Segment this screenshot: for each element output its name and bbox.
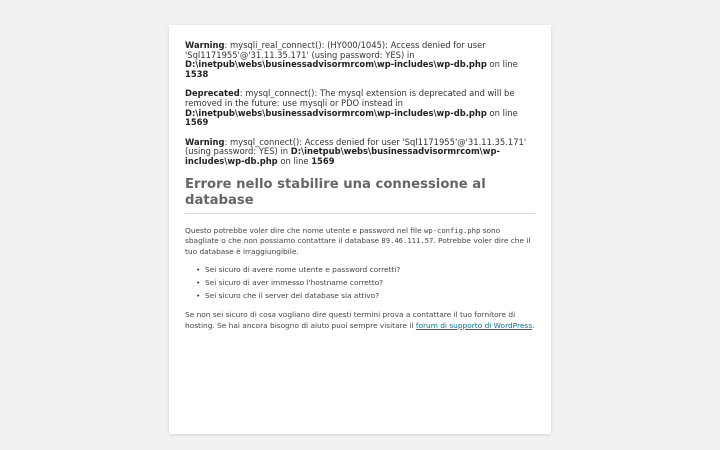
database-host: 89.46.111.57 [381, 236, 434, 246]
closing-text [185, 310, 535, 331]
php-warning [185, 41, 535, 79]
config-file-name: wp-config.php [424, 225, 481, 235]
checklist-item: • Sei sicuro di aver immesso l'hostname corretto? [205, 278, 535, 288]
warning-line-number: 1538 [185, 68, 209, 79]
warning-level: Deprecated [185, 88, 240, 99]
error-description-part: . Potrebbe voler dire che il tuo database è irraggiungibile. [185, 236, 531, 256]
closing-text-part: . [532, 320, 535, 330]
checklist-item: • Sei sicuro che il server del database sia attivo? [205, 291, 535, 301]
php-warning [185, 138, 535, 167]
php-deprecated-notice [185, 89, 535, 127]
warning-on-line: on line [277, 155, 312, 166]
error-page-card [169, 25, 551, 434]
warning-file: D:\inetpub\webs\businessadvisormrcom\wp-includes\wp-db.php [185, 107, 487, 118]
checklist-item: • Sei sicuro di avere nome utente e password corretti? [205, 265, 535, 275]
support-forum-link[interactable]: forum di supporto di WordPress [415, 320, 533, 330]
checklist [185, 265, 535, 301]
warning-line-number: 1569 [311, 155, 335, 166]
warning-message: : mysqli_real_connect(): (HY000/1045): Access denied for user 'Sql1171955'@'31.11.35.171' (using password: YES) in [185, 40, 486, 60]
warning-file: D:\inetpub\webs\businessadvisormrcom\wp-includes\wp-db.php [185, 59, 487, 70]
warning-level: Warning [185, 136, 225, 147]
warning-on-line: on line [486, 107, 518, 118]
error-description-part: sono sbagliate o che non possiamo contattare il database [185, 225, 501, 246]
warning-line-number: 1569 [185, 117, 209, 128]
error-description [185, 226, 535, 258]
warning-on-line: on line [486, 59, 518, 70]
warning-message: : mysql_connect(): The mysql extension is deprecated and will be removed in the future: use mysqli or PDO instead in [185, 88, 515, 108]
warning-level: Warning [185, 40, 225, 50]
warning-file: D:\inetpub\webs\businessadvisormrcom\wp-includes\wp-db.php [185, 146, 500, 166]
error-description-part: Questo potrebbe voler dire che nome utente e password nel file [185, 225, 425, 235]
closing-text-part: Se non sei sicuro di cosa vogliano dire questi termini prova a contattare il tuo fornitore di hosting. Se hai ancora bisogno di aiuto puoi sempre visitare il [185, 310, 516, 330]
error-title: Errore nello stabilire una connessione al database [185, 177, 535, 214]
warning-message: : mysql_connect(): Access denied for user 'Sql1171955'@'31.11.35.171' (using password: YES) in [185, 136, 527, 157]
